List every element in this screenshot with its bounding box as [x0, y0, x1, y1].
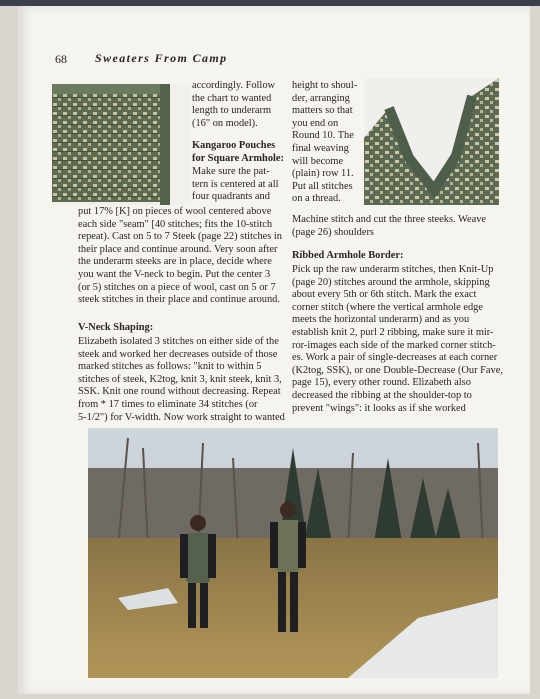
vneck-body [78, 336, 285, 424]
text-line: SSK. Knit one round without decreasing. Repeat [78, 386, 281, 398]
heading-line: for Square Armhole: [192, 152, 284, 164]
text-line: four quadrants and [192, 191, 270, 203]
text-line: length to underarm [192, 105, 272, 117]
text-line: from * 17 times to eliminate 34 stitches (or [78, 398, 258, 410]
text-line: Machine stitch and cut the three steeks. Weave [292, 214, 487, 225]
text-line: you end on [292, 117, 339, 129]
text-line: final weaving [292, 142, 349, 154]
text-line: corner stitch (where the vertical armhole edge [292, 301, 483, 313]
text-line: about every 5th or 6th stitch. Mark the exact [292, 289, 477, 301]
sweater-vneck-photo-right [364, 78, 499, 205]
text-line: the chart to wanted [192, 92, 272, 104]
text-line: (plain) row 11. [292, 168, 354, 180]
text-line: height to shoul- [292, 80, 358, 91]
text-line: Make sure the pat- [192, 166, 270, 177]
text-line: page 15), every other round. Elizabeth also [292, 377, 471, 389]
intro-text-beside-photo [192, 80, 275, 130]
text-line: will become [292, 155, 344, 167]
text-line: Put all stitches [292, 180, 353, 192]
kangaroo-heading [192, 140, 284, 165]
ribbed-heading [292, 250, 403, 263]
text-line: Round 10. The [292, 130, 354, 142]
vneck-heading [78, 322, 153, 335]
text-line: (page 26) shoulders [292, 226, 374, 238]
ribbed-body [292, 264, 503, 415]
heading-line: Kangaroo Pouches [192, 140, 276, 151]
text-line: ror-images each side of the marked corner stitch- [292, 339, 496, 351]
text-line: steek stitches in their place and continue around. [78, 294, 280, 306]
text-line: accordingly. Follow [192, 80, 276, 91]
text-line: you want the V-neck to begin. Put the center 3 [78, 268, 271, 280]
text-line: es. Work a pair of single-decreases at each corner [292, 352, 498, 364]
machine-stitch-text [292, 214, 486, 239]
text-line: Elizabeth isolated 3 stitches on either side of the [78, 336, 279, 347]
models-outdoor-photo [88, 428, 498, 678]
text-line: matters so that [292, 105, 353, 117]
text-line: der, arranging [292, 92, 350, 104]
text-line: (page 20) stitches around the armhole, skipping [292, 276, 490, 288]
text-line: repeat). Cast on 5 to 7 Steek (page 22) stitches in [78, 231, 283, 243]
text-line: (16" on model). [192, 117, 258, 129]
text-line: (or 5) stitches on a piece of wool, cast on 5 or 7 [78, 281, 276, 293]
heading-line: Ribbed Armhole Border: [292, 250, 404, 261]
text-line: their place and continue around. Very soon after [78, 243, 278, 255]
text-line: marked stitches as follows: "knit to within 5 [78, 361, 262, 373]
book-title: Sweaters From Camp [95, 51, 228, 65]
text-line: stitches of steek, K2tog, knit 3, knit steek, knit 3, [78, 373, 282, 385]
text-line: each side "seam" [40 stitches; fits the 10-stitch [78, 218, 273, 230]
text-line: on a thread. [292, 193, 341, 205]
text-line: decreased the ribbing at the shoulder-top to [292, 389, 472, 401]
text-line: put 17% [K] on pieces of wool centered above [78, 206, 272, 217]
text-line: the underarm steeks are in place, decide where [78, 256, 272, 268]
heading-line: V-Neck Shaping: [78, 322, 154, 333]
text-line: 5-1/2") for V-width. Now work straight to wanted [78, 411, 285, 423]
pattern-instructions [78, 206, 282, 307]
text-line: meets the horizontal underarm) and as you [292, 314, 470, 326]
text-line: prevent "wings": it looks as if she worked [292, 402, 466, 414]
text-line: steek and worked her decreases outside of those [78, 348, 278, 360]
text-line: establish knit 2, purl 2 ribbing, make sure it mir- [292, 326, 494, 338]
text-line: tern is centered at all [192, 178, 279, 190]
shoulder-text-beside-photo [292, 80, 357, 206]
kangaroo-body [192, 166, 279, 204]
text-line: Pick up the raw underarm stitches, then Knit-Up [292, 264, 494, 275]
text-line: (K2tog, SSK), or one Double-Decrease (Our Fave, [292, 364, 503, 376]
page-number: 68 [55, 52, 67, 66]
sweater-detail-photo-left [52, 84, 190, 205]
